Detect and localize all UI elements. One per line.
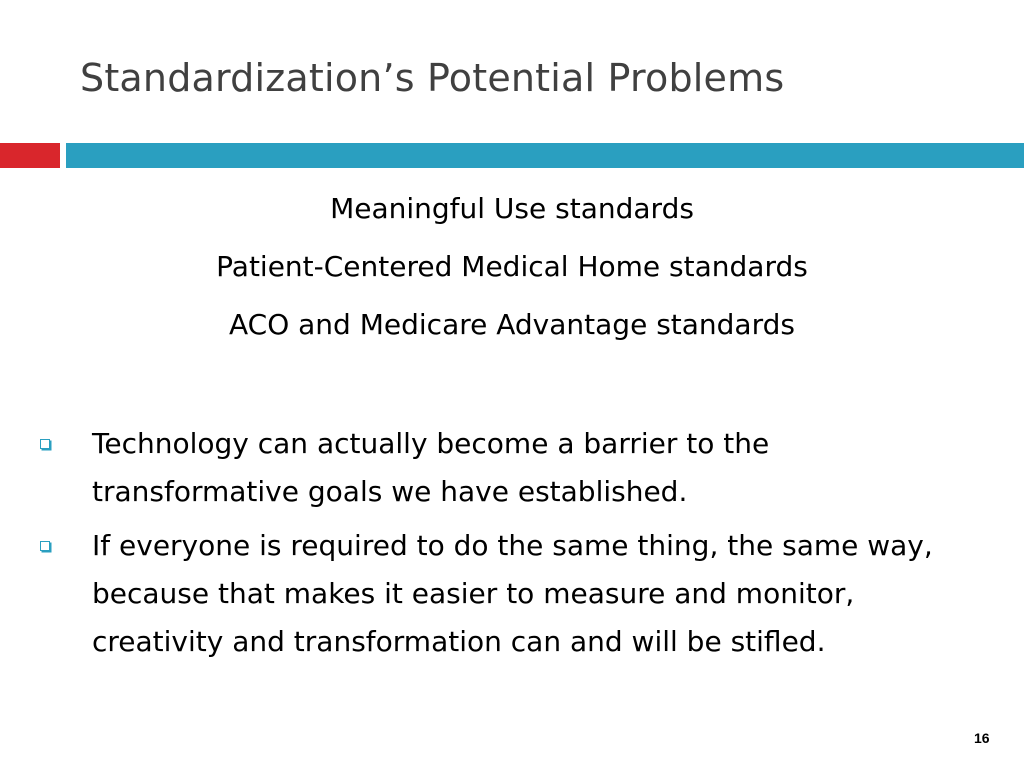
accent-bar-blue (66, 143, 1024, 168)
centered-line-meaningful-use: Meaningful Use standards (330, 192, 694, 225)
slide-title: Standardization’s Potential Problems (80, 56, 785, 100)
accent-bar-red (0, 143, 60, 168)
bullet-item-technology-barrier (40, 420, 980, 516)
bullet-text: Technology can actually become a barrier to the transformative goals we have established. (92, 427, 770, 508)
hollow-square-bullet-icon (40, 541, 50, 551)
hollow-square-bullet-icon (40, 439, 50, 449)
centered-line-aco: ACO and Medicare Advantage standards (229, 308, 795, 341)
centered-line-pcmh: Patient-Centered Medical Home standards (216, 250, 808, 283)
page-number: 16 (974, 730, 990, 746)
bullet-item-same-way (40, 522, 980, 666)
bullet-list (40, 420, 980, 672)
bullet-text: If everyone is required to do the same thing, the same way, because that makes it easier to measure and monitor, creativity and transformation can and will be stifled. (92, 529, 933, 658)
